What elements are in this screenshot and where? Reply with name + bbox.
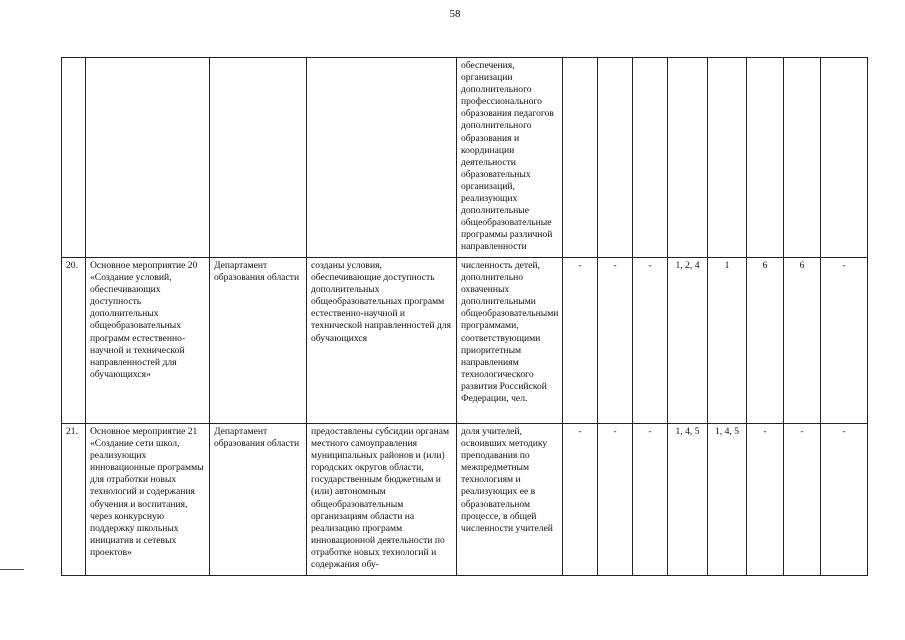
value-cell: 1, 2, 4 [668,258,708,424]
value-cell [784,58,821,258]
measure-name: Основное мероприятие 20 «Создание условий, обеспечивающих доступность дополнительных общеобразовательных программ естественно-научной и технической направленностей для обучающихся» [86,258,210,424]
value-cell [821,58,868,258]
table-row [62,424,868,576]
value-cell: - [633,258,668,424]
row-number: 20. [62,258,86,424]
value-cell: - [563,424,598,576]
executor: Департамент образования области [210,424,307,576]
value-cell: 1 [708,258,747,424]
measure-name [86,58,210,258]
value-cell [598,58,633,258]
row-number [62,58,86,258]
table-row [62,58,868,258]
row-number: 21. [62,424,86,576]
value-cell: - [821,424,868,576]
value-cell [708,58,747,258]
page-number: 58 [449,8,461,20]
value-cell: - [598,424,633,576]
expected-result [307,58,457,258]
expected-result: созданы условия, обеспечивающие доступность дополнительных общеобразовательных программ естественно-научной и технической направленностей для обучающихся [307,258,457,424]
value-cell: 6 [784,258,821,424]
value-cell: 1, 4, 5 [668,424,708,576]
executor: Департамент образования области [210,258,307,424]
value-cell: - [784,424,821,576]
value-cell [633,58,668,258]
value-cell: - [747,424,784,576]
indicator: доля учителей, освоивших методику преподавания по межпредметным технологиям и реализующих ее в образовательном процессе, в общей численности учителей [457,424,563,576]
measure-name: Основное мероприятие 21 «Создание сети школ, реализующих инновационные программы для отработки новых технологий и содержания обучения и воспитания, через конкурсную поддержку школьных инициатив и сетевых проектов» [86,424,210,576]
value-cell: - [598,258,633,424]
value-cell: - [563,258,598,424]
value-cell: - [821,258,868,424]
indicator: обеспечения, организации дополнительного профессионального образования педагогов дополнительного образования и координации деятельности образовательных организаций, реализующих дополнительные общеобразовательные программы различной направленности [457,58,563,258]
value-cell [563,58,598,258]
margin-mark [0,569,24,570]
expected-result: предоставлены субсидии органам местного самоуправления муниципальных районов и (или) городских округов области, государственным бюджетным и (или) автономным общеобразовательным организациям области на реализацию программ инновационной деятельности по отработке новых технологий и содержания обу- [307,424,457,576]
value-cell: - [633,424,668,576]
measures-table [61,57,868,576]
table-row [62,258,868,424]
value-cell: 1, 4, 5 [708,424,747,576]
executor [210,58,307,258]
value-cell [747,58,784,258]
indicator: численность детей, дополнительно охваченных дополнительными общеобразовательными программами, соответствующими приоритетным направлениям технологического развития Российской Федерации, чел. [457,258,563,424]
value-cell [668,58,708,258]
value-cell: 6 [747,258,784,424]
